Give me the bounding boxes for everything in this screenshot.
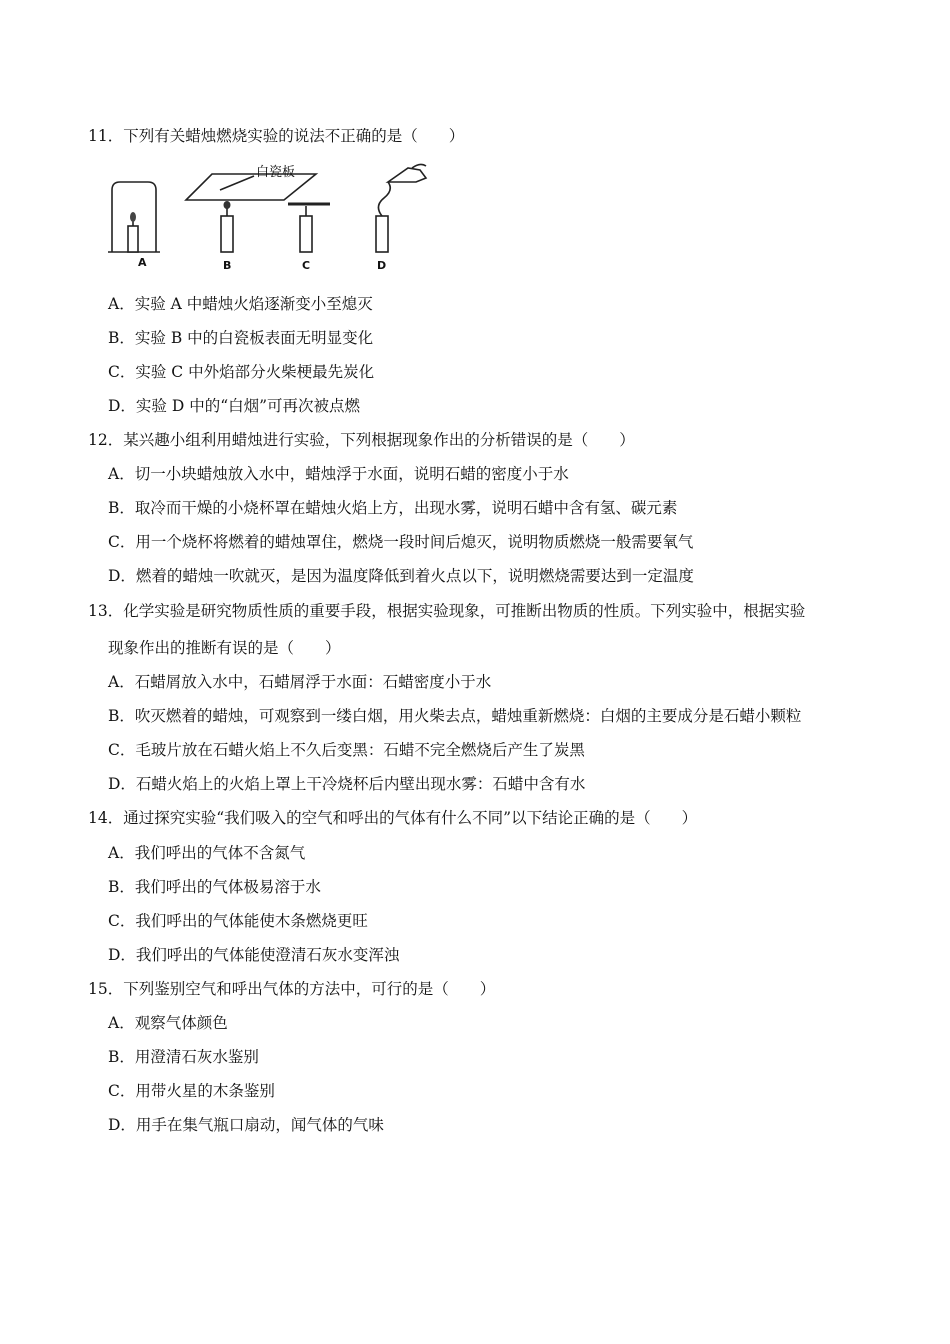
question-14-option-d: D．我们呼出的气体能使澄清石灰水变浑浊 [108, 946, 400, 964]
question-14-option-c: C．我们呼出的气体能使木条燃烧更旺 [108, 912, 368, 930]
question-11-option-b: B．实验 B 中的白瓷板表面无明显变化 [108, 329, 374, 347]
question-12-option-a: A．切一小块蜡烛放入水中，蜡烛浮于水面，说明石蜡的密度小于水 [108, 465, 569, 483]
figure-label-c: C [302, 259, 311, 272]
question-11-option-d: D．实验 D 中的“白烟”可再次被点燃 [108, 397, 361, 415]
figure-label-b: B [223, 259, 232, 272]
question-15-option-b: B．用澄清石灰水鉴别 [108, 1048, 259, 1066]
figure-b-porcelain-plate [186, 174, 316, 252]
figure-c-matchstick [288, 204, 330, 252]
question-13-stem: 13．化学实验是研究物质性质的重要手段，根据实验现象，可推断出物质的性质。下列实验中，根据实验 [88, 602, 806, 620]
figure-label-a: A [138, 256, 147, 269]
figure-label-d: D [377, 259, 387, 272]
question-12-stem: 12．某兴趣小组利用蜡烛进行实验，下列根据现象作出的分析错误的是（ ） [88, 431, 635, 449]
question-11-stem: 11．下列有关蜡烛燃烧实验的说法不正确的是（ ） [88, 127, 465, 145]
question-13-stem-continued: 现象作出的推断有误的是（ ） [108, 639, 341, 657]
question-15-stem: 15．下列鉴别空气和呼出气体的方法中，可行的是（ ） [88, 980, 496, 998]
figure-d-relight-smoke [376, 164, 426, 252]
question-12-option-c: C．用一个烧杯将燃着的蜡烛罩住，燃烧一段时间后熄灭，说明物质燃烧一般需要氧气 [108, 533, 694, 551]
question-12-option-b: B．取冷而干燥的小烧杯罩在蜡烛火焰上方，出现水雾，说明石蜡中含有氢、碳元素 [108, 499, 678, 517]
question-13-option-d: D．石蜡火焰上的火焰上罩上干冷烧杯后内壁出现水雾：石蜡中含有水 [108, 775, 586, 793]
question-12-option-d: D．燃着的蜡烛一吹就灭，是因为温度降低到着火点以下，说明燃烧需要达到一定温度 [108, 567, 694, 585]
figure-callout-porcelain: 白瓷板 [256, 165, 296, 180]
question-11-option-a: A．实验 A 中蜡烛火焰逐渐变小至熄灭 [108, 295, 373, 313]
question-14-stem: 14．通过探究实验“我们吸入的空气和呼出的气体有什么不同”以下结论正确的是（ ） [88, 809, 698, 827]
candle-experiment-figure [108, 160, 438, 278]
question-13-option-c: C．毛玻片放在石蜡火焰上不久后变黑：石蜡不完全燃烧后产生了炭黑 [108, 741, 585, 759]
question-13-option-a: A．石蜡屑放入水中，石蜡屑浮于水面：石蜡密度小于水 [108, 673, 492, 691]
question-15-option-a: A．观察气体颜色 [108, 1014, 228, 1032]
question-15-option-c: C．用带火星的木条鉴别 [108, 1082, 275, 1100]
question-11-option-c: C．实验 C 中外焰部分火柴梗最先炭化 [108, 363, 375, 381]
question-13-option-b: B．吹灭燃着的蜡烛，可观察到一缕白烟，用火柴去点，蜡烛重新燃烧：白烟的主要成分是石蜡小颗粒 [108, 707, 802, 725]
question-15-option-d: D．用手在集气瓶口扇动，闻气体的气味 [108, 1116, 384, 1134]
question-14-option-a: A．我们呼出的气体不含氮气 [108, 844, 306, 862]
figure-a-bell-jar [108, 182, 160, 252]
question-14-option-b: B．我们呼出的气体极易溶于水 [108, 878, 321, 896]
